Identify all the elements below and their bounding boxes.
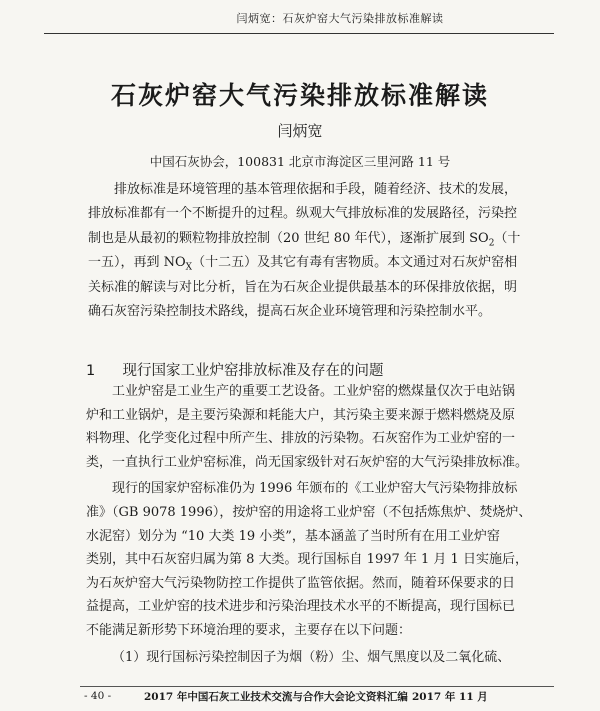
- body-line: 不能满足新形势下环境治理的要求，主要存在以下问题：: [86, 622, 412, 638]
- abstract-text: （十二五）及其它有毒有害物质。本文通过对石灰炉窑相: [192, 255, 518, 271]
- body-line: 现行的国家炉窑标准仍为 1996 年颁布的《工业炉窑大气污染物排放标: [112, 481, 518, 497]
- abstract-line: [88, 251, 518, 275]
- abstract: [88, 178, 521, 324]
- body-line: 炉和工业锅炉，是主要污染源和耗能大户，其污染主要来源于燃料燃烧及原: [86, 407, 516, 423]
- section-title: 现行国家工业炉窑排放标准及存在的问题: [122, 363, 384, 379]
- abstract-text: 一五），再到 NO: [88, 255, 186, 271]
- page-number: - 40 -: [84, 690, 112, 702]
- section-heading: [86, 359, 383, 380]
- body-line: 工业炉窑是工业生产的重要工艺设备。工业炉窑的燃煤量仅次于电站锅: [112, 384, 516, 399]
- body-line: 料物理、化学变化过程中所产生、排放的污染物。石灰窑作为工业炉窑的一: [86, 431, 516, 447]
- footer-rule: [80, 686, 554, 687]
- running-head: 闫炳宽：石灰炉窑大气污染排放标准解读: [236, 12, 444, 25]
- body-text: [86, 380, 530, 669]
- abstract-line: 确石灰窑污染控制技术路线，提高石灰企业环境管理和污染控制水平。: [88, 304, 492, 320]
- abstract-line: 关标准的解读与对比分析，旨在为石灰企业提供最基本的环保排放依据，明: [88, 279, 518, 295]
- body-line: （1）现行国标污染控制因子为烟（粉）尘、烟气黑度以及二氧化硫、: [112, 649, 511, 665]
- body-line: 水泥窑）划分为 “10 大类 19 小类”，基本涵盖了当时所有在用工业炉窑: [86, 528, 500, 544]
- body-line: 类别，其中石灰窑归属为第 8 大类。现行国标自 1997 年 1 月 1 日实施后，: [86, 552, 528, 568]
- body-line: 为石灰炉窑大气污染物防控工作提供了监管依据。然而，随着环保要求的日: [86, 575, 516, 591]
- abstract-text: 制也是从最初的颗粒物排放控制（20 世纪 80 年代），逐渐扩展到 SO: [88, 230, 489, 246]
- abstract-line: [88, 227, 521, 251]
- footer-date: 2017 年 11 月: [412, 691, 488, 703]
- abstract-line: 排放标准都有一个不断提升的过程。纵观大气排放标准的发展路径，污染控: [88, 206, 518, 222]
- footer-source: 2017 年中国石灰工业技术交流与合作大会论文资料汇编: [144, 691, 408, 703]
- header-rule: [44, 33, 554, 34]
- paper-title: 石灰炉窑大气污染排放标准解读: [110, 81, 489, 110]
- subscript: 2: [488, 238, 495, 249]
- body-line: 类，一直执行工业炉窑标准，尚无国家级针对石灰炉窑的大气污染排放标准。: [86, 454, 529, 470]
- section-number: 1: [86, 363, 96, 379]
- body-line: 益提高，工业炉窑的技术进步和污染治理技术水平的不断提高，现行国标已: [86, 599, 516, 615]
- abstract-line: 排放标准是环境管理的基本管理依据和手段，随着经济、技术的发展，: [114, 182, 518, 197]
- abstract-text: （十: [494, 230, 521, 246]
- affiliation: 中国石灰协会，100831 北京市海淀区三里河路 11 号: [149, 154, 451, 169]
- subscript: X: [185, 262, 193, 273]
- body-line: 准》（GB 9078 1996），按炉窑的用途将工业炉窑（不包括炼焦炉、焚烧炉、: [86, 504, 532, 520]
- author-name: 闫炳宽: [277, 122, 323, 140]
